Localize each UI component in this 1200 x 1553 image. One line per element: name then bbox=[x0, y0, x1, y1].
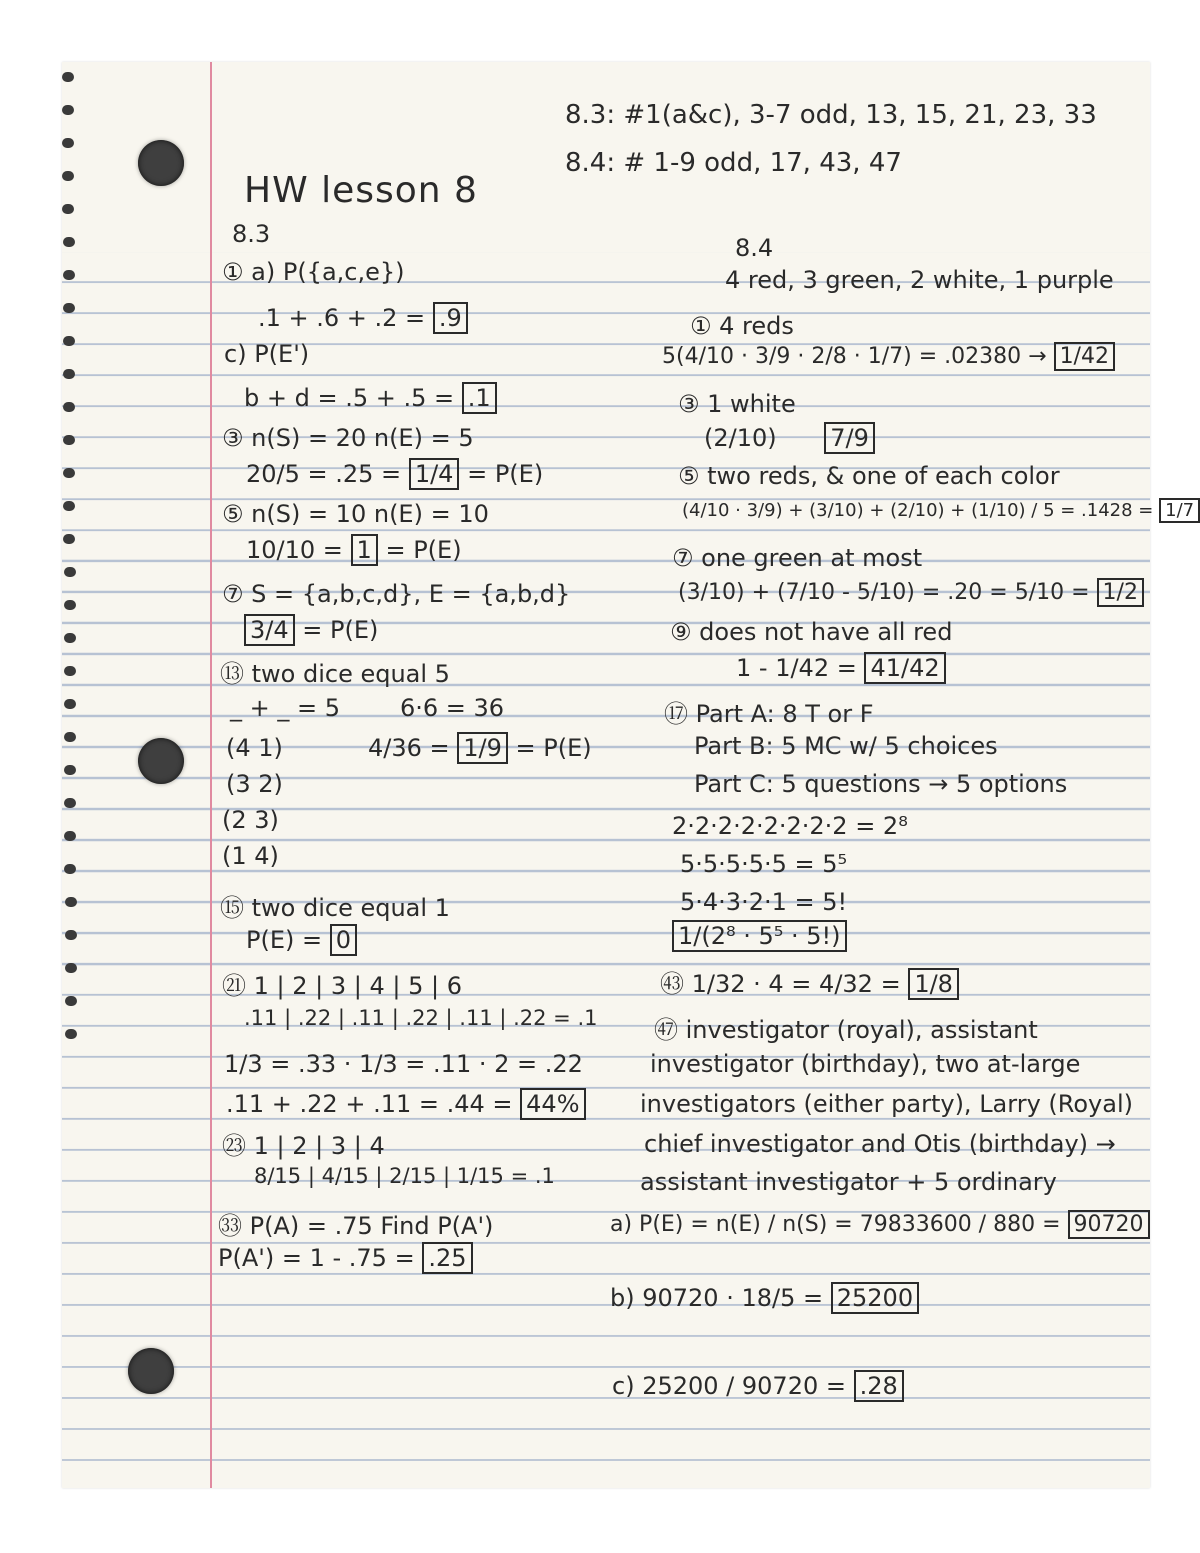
spiral-ring bbox=[63, 435, 75, 445]
spiral-ring bbox=[64, 699, 76, 709]
assignment-line-1: 8.3: #1(a&c), 3-7 odd, 13, 15, 21, 23, 33 bbox=[565, 100, 1097, 130]
q3-head: ③ 1 white bbox=[678, 390, 796, 418]
p15-line bbox=[246, 926, 357, 954]
q3-answer: 7/9 bbox=[824, 422, 875, 454]
q47-head: ㊼ investigator (royal), assistant bbox=[654, 1016, 1038, 1044]
section-8-3: 8.3 bbox=[232, 220, 271, 248]
spiral-ring bbox=[64, 600, 76, 610]
p1-c-head: c) P(E') bbox=[224, 340, 310, 368]
q43-work: ㊸ 1/32 · 4 = 4/32 = bbox=[660, 970, 901, 998]
q9-head: ⑨ does not have all red bbox=[670, 618, 953, 646]
spiral-ring bbox=[64, 732, 76, 742]
p21-head: ㉑ 1 | 2 | 3 | 4 | 5 | 6 bbox=[222, 972, 462, 1000]
p13-r2: (3 2) bbox=[226, 770, 283, 798]
punch-hole-bottom bbox=[128, 1348, 174, 1394]
p13-answer: 1/9 bbox=[457, 732, 508, 764]
q1-work: 5(4/10 · 3/9 · 2/8 · 1/7) = .02380 → bbox=[662, 344, 1047, 369]
q1-line bbox=[662, 344, 1115, 369]
q17-part-b: Part B: 5 MC w/ 5 choices bbox=[694, 732, 998, 760]
p7-head: ⑦ S = {a,b,c,d}, E = {a,b,d} bbox=[222, 580, 571, 608]
p13-r1: (4 1) bbox=[226, 734, 283, 762]
spiral-ring bbox=[64, 798, 76, 808]
q5-head: ⑤ two reds, & one of each color bbox=[678, 462, 1060, 490]
p13-blank: _ + _ = 5 bbox=[230, 694, 341, 722]
qa-answer: 90720 bbox=[1068, 1210, 1150, 1239]
punch-hole-top bbox=[138, 140, 184, 186]
q3-line bbox=[704, 424, 875, 452]
p23-row: 8/15 | 4/15 | 2/15 | 1/15 = .1 bbox=[254, 1164, 555, 1188]
qc-answer: .28 bbox=[854, 1370, 904, 1402]
spiral-ring bbox=[64, 633, 76, 643]
p3-tail: = P(E) bbox=[467, 460, 544, 488]
spiral-ring bbox=[65, 897, 77, 907]
q43-answer: 1/8 bbox=[908, 968, 959, 1000]
p5-work: 10/10 = bbox=[246, 536, 343, 564]
q47-line-5: assistant investigator + 5 ordinary bbox=[640, 1168, 1057, 1196]
p5-head: ⑤ n(S) = 10 n(E) = 10 bbox=[222, 500, 489, 528]
qb-answer: 25200 bbox=[831, 1282, 919, 1314]
q17-work-2: 5·5·5·5·5 = 5⁵ bbox=[680, 850, 848, 878]
p3-answer: 1/4 bbox=[409, 458, 460, 490]
spiral-ring bbox=[65, 1029, 77, 1039]
spiral-ring bbox=[63, 237, 75, 247]
punch-hole-middle bbox=[138, 738, 184, 784]
p5-line bbox=[246, 536, 462, 564]
p13-total: 6·6 = 36 bbox=[400, 694, 505, 722]
q5-work: (4/10 · 3/9) + (3/10) + (2/10) + (1/10) / 5 = .1428 = bbox=[682, 500, 1154, 521]
p23-head: ㉓ 1 | 2 | 3 | 4 bbox=[222, 1132, 385, 1160]
spiral-ring bbox=[62, 171, 74, 181]
q9-answer: 41/42 bbox=[864, 652, 945, 684]
qa-work: a) P(E) = n(E) / n(S) = 79833600 / 880 = bbox=[610, 1212, 1061, 1237]
p33-head: ㉝ P(A) = .75 Find P(A') bbox=[218, 1212, 494, 1240]
p21-sum: .11 + .22 + .11 = .44 = bbox=[226, 1090, 513, 1118]
qb-work: b) 90720 · 18/5 = bbox=[610, 1284, 824, 1312]
p1-a-line bbox=[258, 304, 468, 332]
p13-tail: = P(E) bbox=[515, 734, 592, 762]
p7-tail: = P(E) bbox=[302, 616, 379, 644]
p21-answer: 44% bbox=[520, 1088, 585, 1120]
q47-line-2: investigator (birthday), two at-large bbox=[650, 1050, 1081, 1078]
p13-head: ⑬ two dice equal 5 bbox=[220, 660, 450, 688]
spiral-ring bbox=[63, 369, 75, 379]
spiral-ring bbox=[63, 303, 75, 313]
q7-head: ⑦ one green at most bbox=[672, 544, 923, 572]
spiral-ring bbox=[63, 534, 75, 544]
p13-r3: (2 3) bbox=[222, 806, 279, 834]
p3-head: ③ n(S) = 20 n(E) = 5 bbox=[222, 424, 474, 452]
p1-c-line bbox=[244, 384, 497, 412]
spiral-ring bbox=[64, 765, 76, 775]
p7-line bbox=[244, 616, 378, 644]
p21-row: .11 | .22 | .11 | .22 | .11 | .22 = .1 bbox=[244, 1006, 598, 1030]
section-8-4: 8.4 bbox=[735, 234, 774, 262]
q7-line bbox=[678, 580, 1144, 605]
spiral-ring bbox=[63, 270, 75, 280]
marble-colors: 4 red, 3 green, 2 white, 1 purple bbox=[725, 266, 1114, 294]
assignment-line-2: 8.4: # 1-9 odd, 17, 43, 47 bbox=[565, 148, 902, 178]
p33-answer: .25 bbox=[422, 1242, 472, 1274]
p1-c-answer: .1 bbox=[462, 382, 497, 414]
p33-work: P(A') = 1 - .75 = bbox=[218, 1244, 415, 1272]
qc-line bbox=[612, 1372, 904, 1400]
spiral-ring bbox=[63, 336, 75, 346]
spiral-ring bbox=[65, 963, 77, 973]
q9-line bbox=[736, 654, 946, 682]
qb-line bbox=[610, 1284, 919, 1312]
p21-line bbox=[226, 1090, 586, 1118]
q5-answer: 1/7 bbox=[1159, 498, 1200, 523]
spiral-ring bbox=[62, 72, 74, 82]
q1-answer: 1/42 bbox=[1054, 342, 1115, 371]
q47-line-4: chief investigator and Otis (birthday) → bbox=[644, 1130, 1116, 1158]
q3-work: (2/10) bbox=[704, 424, 777, 452]
p1-a-answer: .9 bbox=[433, 302, 468, 334]
q17-answer: 1/(2⁸ · 5⁵ · 5!) bbox=[672, 920, 847, 952]
p3-work: 20/5 = .25 = bbox=[246, 460, 402, 488]
qc-work: c) 25200 / 90720 = bbox=[612, 1372, 846, 1400]
p15-work: P(E) = bbox=[246, 926, 323, 954]
spiral-ring bbox=[62, 204, 74, 214]
p15-head: ⑮ two dice equal 1 bbox=[220, 894, 450, 922]
margin-line bbox=[210, 62, 212, 1488]
p1-head: ① a) P({a,c,e}) bbox=[222, 258, 405, 286]
q43-line bbox=[660, 964, 959, 999]
spiral-ring bbox=[62, 105, 74, 115]
p7-answer: 3/4 bbox=[244, 614, 295, 646]
spiral-ring bbox=[64, 567, 76, 577]
q47-line-3: investigators (either party), Larry (Royal) bbox=[640, 1090, 1133, 1118]
p1-a-work: .1 + .6 + .2 = bbox=[258, 304, 426, 332]
spiral-ring bbox=[65, 930, 77, 940]
p13-work: 4/36 = bbox=[368, 734, 450, 762]
q7-answer: 1/2 bbox=[1097, 578, 1144, 607]
q9-work: 1 - 1/42 = bbox=[736, 654, 857, 682]
spiral-ring bbox=[63, 501, 75, 511]
p1-c-work: b + d = .5 + .5 = bbox=[244, 384, 455, 412]
p13-r4: (1 4) bbox=[222, 842, 279, 870]
p21-frac: 1/3 = .33 · 1/3 = .11 · 2 = .22 bbox=[224, 1050, 583, 1078]
p5-tail: = P(E) bbox=[385, 536, 462, 564]
spiral-ring bbox=[64, 666, 76, 676]
page-title: HW lesson 8 bbox=[244, 170, 478, 211]
spiral-ring bbox=[63, 468, 75, 478]
spiral-ring bbox=[65, 996, 77, 1006]
q1-head: ① 4 reds bbox=[690, 312, 794, 340]
p15-answer: 0 bbox=[330, 924, 357, 956]
p5-answer: 1 bbox=[351, 534, 378, 566]
spiral-ring bbox=[63, 402, 75, 412]
q17-head: ⑰ Part A: 8 T or F bbox=[664, 700, 874, 728]
q5-line bbox=[682, 500, 1200, 521]
q17-work-1: 2·2·2·2·2·2·2·2 = 2⁸ bbox=[672, 812, 908, 840]
q17-work-3: 5·4·3·2·1 = 5! bbox=[680, 888, 848, 916]
p13-line bbox=[368, 734, 592, 762]
p3-line bbox=[246, 460, 543, 488]
p33-line bbox=[218, 1244, 473, 1272]
qa-line bbox=[610, 1212, 1150, 1237]
spiral-ring bbox=[62, 138, 74, 148]
q17-part-c: Part C: 5 questions → 5 options bbox=[694, 770, 1068, 798]
spiral-ring bbox=[64, 864, 76, 874]
spiral-ring bbox=[64, 831, 76, 841]
q7-work: (3/10) + (7/10 - 5/10) = .20 = 5/10 = bbox=[678, 580, 1090, 605]
